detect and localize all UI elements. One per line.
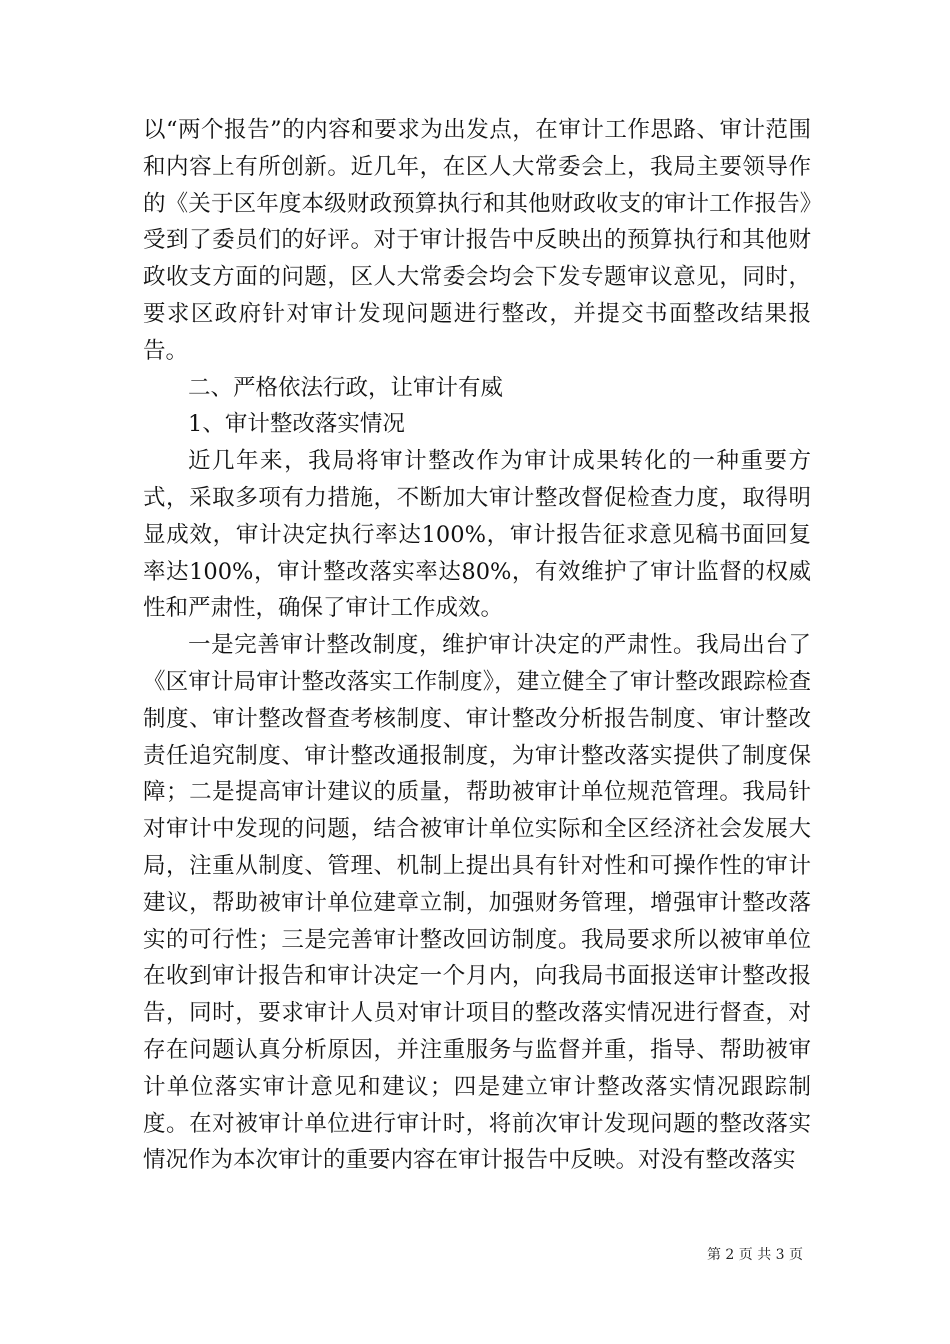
paragraph-rectification-results: 近几年来，我局将审计整改作为审计成果转化的一种重要方式，采取多项有力措施，不断加大审计整改督促检查力度，取得明显成效，审计决定执行率达100%，审计报告征求意见稿书面回复率达100%，审计整改落实率达80%，有效维护了审计监督的权威性和严肃性，确保了审计工作成效。	[143, 448, 811, 622]
section-heading-law: 二、严格依法行政，让审计有威	[188, 374, 504, 401]
subsection-heading-rectification: 1、审计整改落实情况	[188, 411, 405, 438]
paragraph-reports-continuation: 以“两个报告”的内容和要求为出发点，在审计工作思路、审计范围和内容上有所创新。近几年，在区人大常委会上，我局主要领导作的《关于区年度本级财政预算执行和其他财政收支的审计工作报告》受到了委员们的好评。对于审计报告中反映出的预算执行和其他财政收支方面的问题，区人大常委会均会下发专题审议意见，同时，要求区政府针对审计发现问题进行整改，并提交书面整改结果报告。	[143, 117, 811, 364]
page-number: 第 2 页 共 3 页	[706, 1247, 804, 1263]
body-text	[143, 112, 811, 1179]
page-footer	[0, 1244, 950, 1264]
paragraph-rectification-measures: 一是完善审计整改制度，维护审计决定的严肃性。我局出台了《区审计局审计整改落实工作制度》，建立健全了审计整改跟踪检查制度、审计整改督查考核制度、审计整改分析报告制度、审计整改责任追究制度、审计整改通报制度，为审计整改落实提供了制度保障；二是提高审计建议的质量，帮助被审计单位规范管理。我局针对审计中发现的问题，结合被审计单位实际和全区经济社会发展大局，注重从制度、管理、机制上提出具有针对性和可操作性的审计建议，帮助被审计单位建章立制，加强财务管理，增强审计整改落实的可行性；三是完善审计整改回访制度。我局要求所以被审单位在收到审计报告和审计决定一个月内，向我局书面报送审计整改报告，同时，要求审计人员对审计项目的整改落实情况进行督查，对存在问题认真分析原因，并注重服务与监督并重，指导、帮助被审计单位落实审计意见和建议；四是建立审计整改落实情况跟踪制度。在对被审计单位进行审计时，将前次审计发现问题的整改落实情况作为本次审计的重要内容在审计报告中反映。对没有整改落实	[143, 632, 811, 1174]
